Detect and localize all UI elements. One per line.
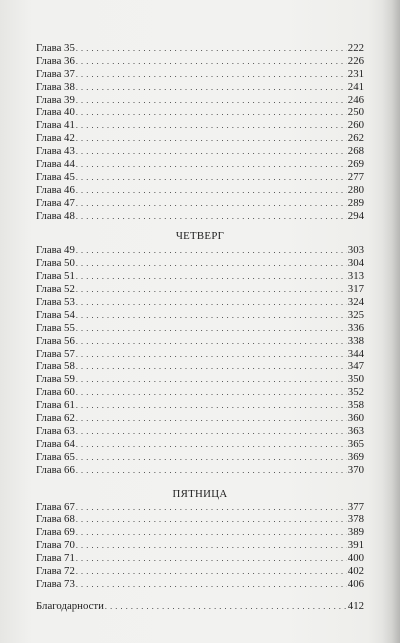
toc-entry: [36, 55, 364, 68]
toc-entry: [36, 335, 364, 348]
toc-entry-label: Глава 45: [36, 170, 75, 183]
toc-entry-label: Глава 63: [36, 424, 75, 437]
dot-leader: [76, 452, 347, 465]
toc-entry-label: Глава 36: [36, 54, 75, 67]
toc-entry-page: 389: [347, 526, 364, 539]
toc-entry-page: 352: [347, 386, 364, 399]
dot-leader: [76, 120, 347, 133]
toc-entry-page: 360: [347, 412, 364, 425]
toc-entry: [36, 184, 364, 197]
dot-leader: [76, 271, 347, 284]
toc-entry-label: Глава 38: [36, 80, 75, 93]
dot-leader: [76, 387, 347, 400]
page-edge-shadow: [382, 0, 400, 643]
toc-entry: [36, 386, 364, 399]
toc-entry-label: Глава 35: [36, 42, 75, 54]
dot-leader: [76, 439, 347, 452]
toc-entry-label: Глава 41: [36, 119, 75, 132]
dot-leader: [76, 297, 347, 310]
dot-leader: [76, 566, 347, 579]
dot-leader: [76, 133, 347, 146]
toc-entry-page: 400: [347, 552, 364, 565]
toc-entry: [36, 539, 364, 552]
toc-entry: [36, 309, 364, 322]
dot-leader: [76, 198, 347, 211]
dot-leader: [76, 540, 347, 553]
toc-entry-label: Глава 72: [36, 564, 75, 577]
toc-entry: [36, 501, 364, 514]
dot-leader: [76, 349, 347, 362]
toc-entry-page: 347: [347, 360, 364, 373]
dot-leader: [76, 284, 347, 297]
toc-entry: [36, 578, 364, 591]
dot-leader: [76, 553, 347, 566]
toc-entry-page: 303: [347, 244, 364, 257]
toc-entry-page: 246: [347, 93, 364, 106]
toc-entry: [36, 257, 364, 270]
toc-entry: [36, 438, 364, 451]
toc-entry-label: Глава 53: [36, 296, 75, 309]
dot-leader: [76, 374, 347, 387]
toc-entry: [36, 412, 364, 425]
toc-entry-page: 260: [347, 119, 364, 132]
toc-entry-label: Глава 55: [36, 321, 75, 334]
toc-entry-page: 406: [347, 577, 364, 590]
toc-entry-page: 402: [347, 564, 364, 577]
dot-leader: [76, 400, 347, 413]
dot-leader: [76, 258, 347, 271]
dot-leader: [76, 43, 347, 56]
toc-entry-label: Глава 44: [36, 158, 75, 171]
toc-entry: [36, 244, 364, 257]
toc-entry: [36, 283, 364, 296]
toc-entry: [36, 68, 364, 81]
toc-entry-page: 358: [347, 399, 364, 412]
toc-entry-page: 391: [347, 539, 364, 552]
dot-leader: [76, 146, 347, 159]
toc-entry: [36, 106, 364, 119]
toc-entry-page: 336: [347, 321, 364, 334]
toc-entry-label: Глава 37: [36, 67, 75, 80]
toc-entry-label: Благодарности: [36, 599, 104, 612]
dot-leader: [76, 336, 347, 349]
dot-leader: [76, 159, 347, 172]
toc-entry: [36, 451, 364, 464]
toc-entry: [36, 296, 364, 309]
toc-entry-label: Глава 73: [36, 577, 75, 590]
toc-entry: [36, 132, 364, 145]
toc-entry-label: Глава 46: [36, 183, 75, 196]
dot-leader: [76, 185, 347, 198]
toc-entry-page: 313: [347, 270, 364, 283]
toc-entry-label: Глава 58: [36, 360, 75, 373]
toc-entry-label: Глава 71: [36, 552, 75, 565]
dot-leader: [76, 107, 347, 120]
toc-entry: [36, 360, 364, 373]
toc-entry: [36, 348, 364, 361]
toc-entry-label: Глава 70: [36, 539, 75, 552]
toc-entry-label: Глава 51: [36, 270, 75, 283]
table-of-contents: [36, 42, 364, 613]
toc-entry-page: 363: [347, 424, 364, 437]
toc-entry: [36, 565, 364, 578]
toc-entry: [36, 526, 364, 539]
dot-leader: [76, 361, 347, 374]
section-title-friday: ПЯТНИЦА: [172, 487, 228, 500]
dot-leader: [76, 502, 347, 515]
toc-entry-label: Глава 68: [36, 513, 75, 526]
toc-entry: [36, 513, 364, 526]
toc-entry-page: 226: [347, 54, 364, 67]
dot-leader: [76, 211, 347, 224]
toc-entry: [36, 158, 364, 171]
toc-entry: [36, 210, 364, 223]
toc-entry: [36, 322, 364, 335]
toc-entry-label: Глава 61: [36, 399, 75, 412]
toc-entry: [36, 425, 364, 438]
toc-group-1: [36, 42, 364, 222]
toc-entry-page: 377: [347, 500, 364, 513]
dot-leader: [76, 245, 347, 258]
toc-entry-label: Глава 52: [36, 283, 75, 296]
dot-leader: [76, 465, 347, 478]
toc-entry: [36, 81, 364, 94]
toc-entry-label: Глава 43: [36, 145, 75, 158]
dot-leader: [76, 172, 347, 185]
toc-entry-page: 369: [347, 450, 364, 463]
toc-entry-page: 324: [347, 296, 364, 309]
toc-entry-page: 268: [347, 145, 364, 158]
toc-entry-label: Глава 69: [36, 526, 75, 539]
toc-entry: [36, 464, 364, 477]
toc-entry-page: 280: [347, 183, 364, 196]
dot-leader: [76, 579, 347, 592]
toc-entry-label: Глава 49: [36, 244, 75, 257]
dot-leader: [76, 310, 347, 323]
toc-group-3: [36, 501, 364, 591]
toc-entry-label: Глава 65: [36, 450, 75, 463]
toc-entry: [36, 94, 364, 107]
toc-entry-page: 222: [347, 42, 364, 54]
dot-leader: [105, 601, 347, 614]
toc-entry-label: Глава 54: [36, 308, 75, 321]
toc-entry-page: 325: [347, 308, 364, 321]
toc-entry-page: 262: [347, 132, 364, 145]
dot-leader: [76, 426, 347, 439]
toc-entry-label: Глава 50: [36, 257, 75, 270]
section-title-thursday: ЧЕТВЕРГ: [175, 230, 225, 243]
dot-leader: [76, 514, 347, 527]
toc-entry-page: 231: [347, 67, 364, 80]
toc-entry-page: 304: [347, 257, 364, 270]
toc-entry: [36, 42, 364, 55]
dot-leader: [76, 527, 347, 540]
toc-entry-label: Глава 48: [36, 209, 75, 222]
toc-entry-page: 412: [347, 599, 364, 612]
dot-leader: [76, 82, 347, 95]
toc-entry-page: 378: [347, 513, 364, 526]
toc-entry-page: 350: [347, 373, 364, 386]
toc-entry: [36, 270, 364, 283]
toc-entry: [36, 373, 364, 386]
toc-entry-page: 365: [347, 437, 364, 450]
toc-entry-page: 338: [347, 334, 364, 347]
toc-entry: [36, 197, 364, 210]
toc-entry-label: Глава 62: [36, 412, 75, 425]
dot-leader: [76, 56, 347, 69]
dot-leader: [76, 95, 347, 108]
dot-leader: [76, 69, 347, 82]
toc-entry: [36, 552, 364, 565]
toc-entry-label: Глава 40: [36, 106, 75, 119]
toc-entry-page: 294: [347, 209, 364, 222]
toc-entry-label: Глава 42: [36, 132, 75, 145]
toc-entry: [36, 119, 364, 132]
toc-entry: [36, 145, 364, 158]
toc-entry-label: Глава 57: [36, 347, 75, 360]
toc-entry-page: 241: [347, 80, 364, 93]
toc-entry-page: 250: [347, 106, 364, 119]
toc-entry-label: Глава 66: [36, 463, 75, 476]
toc-entry-label: Глава 47: [36, 196, 75, 209]
toc-entry-label: Глава 39: [36, 93, 75, 106]
toc-group-2: [36, 244, 364, 476]
toc-entry-acknowledgments: [36, 600, 364, 613]
toc-entry-page: 317: [347, 283, 364, 296]
toc-entry-page: 269: [347, 158, 364, 171]
toc-entry: [36, 399, 364, 412]
toc-entry-label: Глава 67: [36, 500, 75, 513]
toc-entry-page: 277: [347, 170, 364, 183]
toc-entry-page: 370: [347, 463, 364, 476]
toc-entry-label: Глава 56: [36, 334, 75, 347]
toc-entry-label: Глава 59: [36, 373, 75, 386]
toc-entry-page: 344: [347, 347, 364, 360]
toc-entry-label: Глава 60: [36, 386, 75, 399]
toc-entry-page: 289: [347, 196, 364, 209]
toc-entry: [36, 171, 364, 184]
dot-leader: [76, 413, 347, 426]
toc-entry-label: Глава 64: [36, 437, 75, 450]
dot-leader: [76, 323, 347, 336]
